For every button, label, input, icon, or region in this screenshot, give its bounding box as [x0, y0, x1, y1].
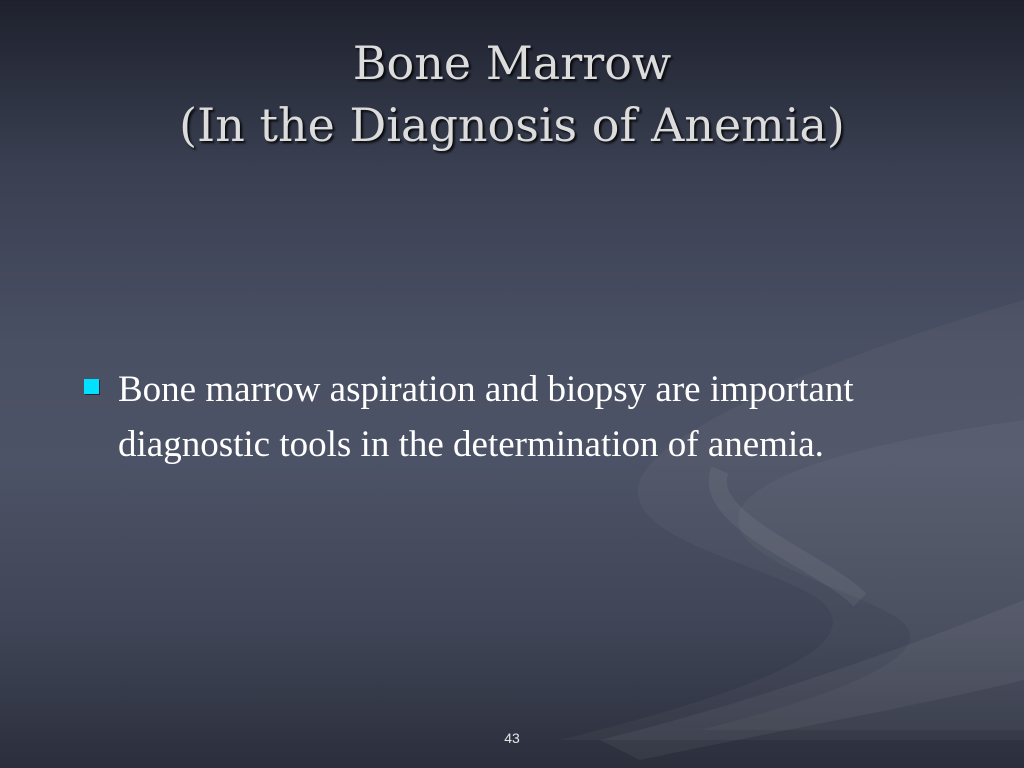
slide-title-line-1: Bone Marrow — [352, 36, 672, 90]
square-bullet-icon — [84, 379, 99, 394]
slide-body — [82, 362, 962, 472]
slide-title — [0, 32, 1024, 156]
page-number: 43 — [504, 730, 520, 746]
bullet-item — [82, 362, 962, 472]
slide-title-line-2: (In the Diagnosis of Anemia) — [179, 98, 845, 152]
bullet-text: Bone marrow aspiration and biopsy are important diagnostic tools in the determination of anemia. — [118, 369, 854, 465]
